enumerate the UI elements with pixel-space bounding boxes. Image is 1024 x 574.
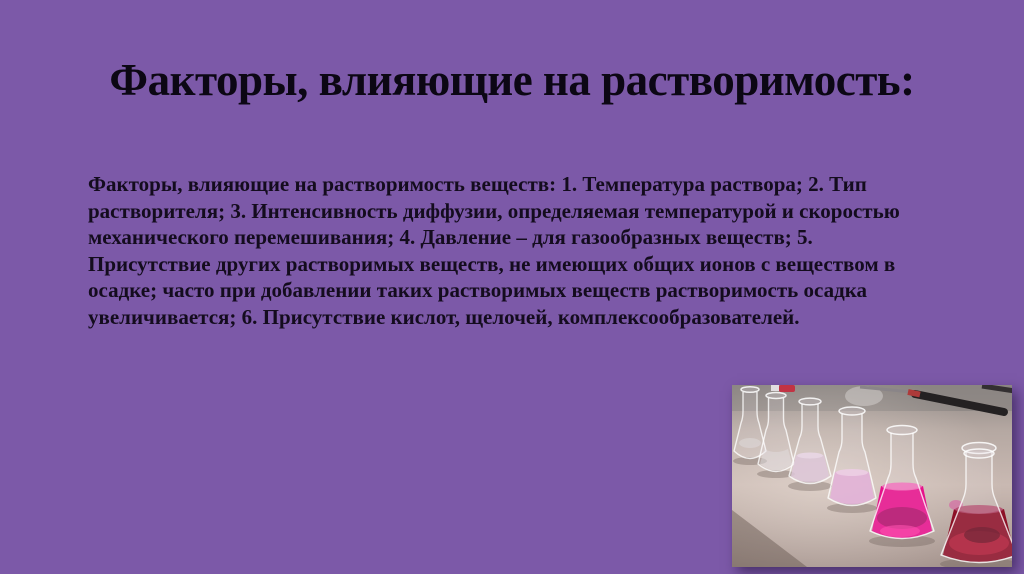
body-line: механического перемешивания; 4. Давление – для газообразных веществ; 5. xyxy=(88,225,813,250)
flasks-photo xyxy=(732,385,1012,567)
red-cap xyxy=(779,385,795,392)
body-line: растворителя; 3. Интенсивность диффузии, определяемая температурой и скоростью xyxy=(88,198,900,223)
white-object xyxy=(771,385,779,391)
slide-body-text xyxy=(88,171,948,331)
body-line: осадке; часто при добавлении таких растворимых веществ растворимость осадка xyxy=(88,278,868,303)
flasks-photo-illustration xyxy=(732,385,1012,567)
body-line: Присутствие других растворимых веществ, не имеющих общих ионов с веществом в xyxy=(88,251,896,276)
slide-title: Факторы, влияющие на растворимость: xyxy=(109,55,915,105)
body-line: увеличивается; 6. Присутствие кислот, щелочей, комплексообразователей. xyxy=(88,304,800,329)
body-line: Факторы, влияющие на растворимость веществ: 1. Температура раствора; 2. Тип xyxy=(88,172,867,196)
